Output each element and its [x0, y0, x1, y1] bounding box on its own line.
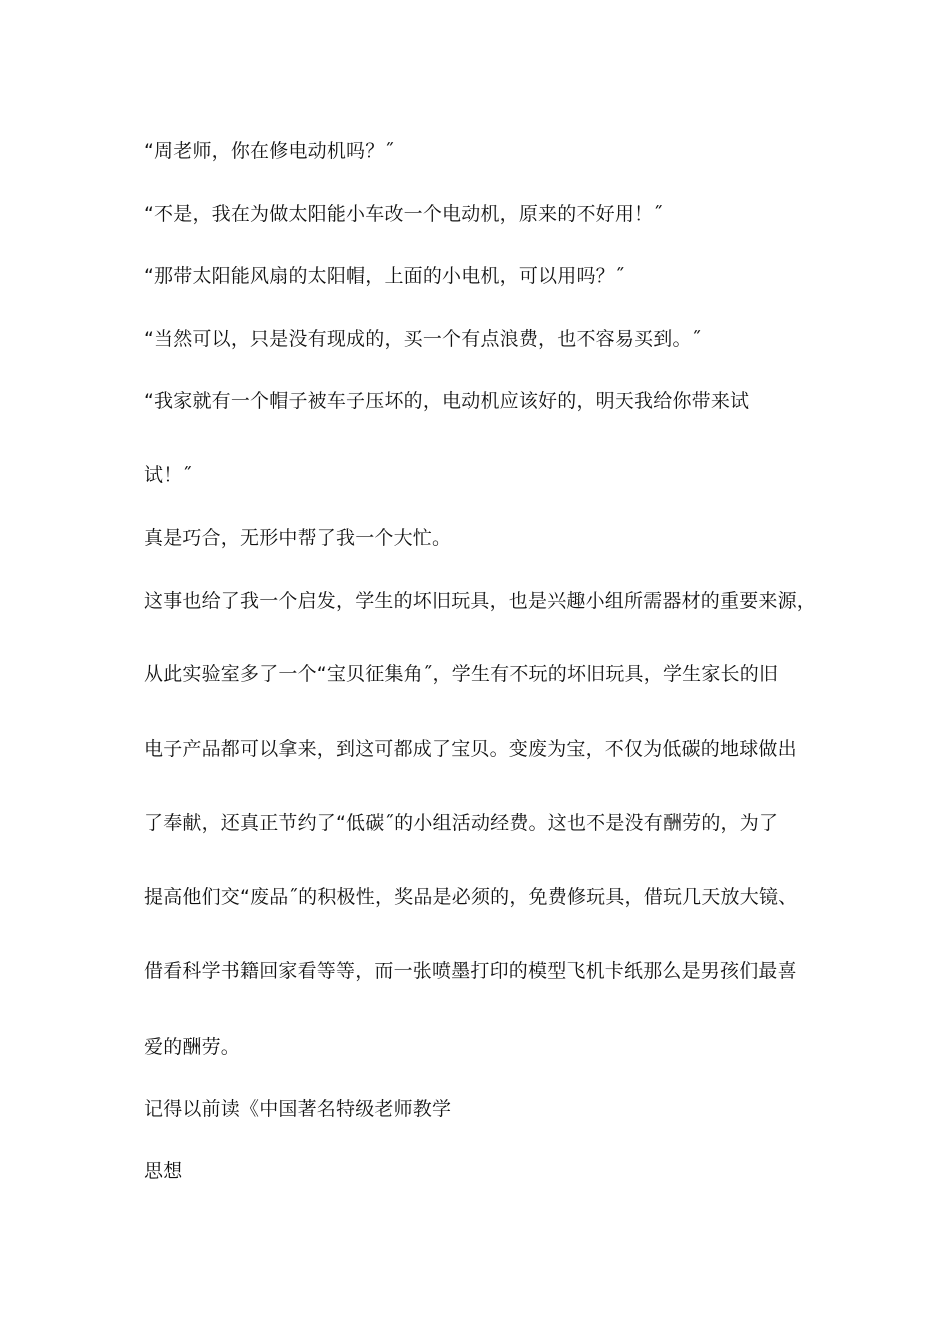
paragraph-line: 爱的酬劳。	[144, 1036, 241, 1058]
dialogue-line-5: “我家就有一个帽子被车子压坏的，电动机应该好的，明天我给你带来试	[144, 390, 750, 412]
dialogue-line-2: “不是，我在为做太阳能小车改一个电动机，原来的不好用！˝	[144, 203, 663, 225]
paragraph-line: 记得以前读《中国著名特级老师教学	[144, 1098, 452, 1120]
dialogue-line-1: “周老师，你在修电动机吗？˝	[144, 140, 395, 162]
paragraph-line: 提高他们交“废品˝的积极性，奖品是必须的，免费修玩具，借玩几天放大镜、	[144, 886, 798, 908]
paragraph-line: 从此实验室多了一个“宝贝征集角˝，学生有不玩的坏旧玩具，学生家长的旧	[144, 663, 779, 685]
paragraph-line: 这事也给了我一个启发，学生的坏旧玩具，也是兴趣小组所需器材的重要来源，	[144, 590, 817, 612]
dialogue-line-4: “当然可以，只是没有现成的，买一个有点浪费，也不容易买到。˝	[144, 328, 702, 350]
paragraph-line: 了奉献，还真正节约了“低碳˝的小组活动经费。这也不是没有酬劳的，为了	[144, 812, 779, 834]
paragraph-line: 思想	[144, 1160, 183, 1182]
dialogue-line-5-continued: 试！˝	[144, 464, 193, 486]
paragraph-line: 电子产品都可以拿来，到这可都成了宝贝。变废为宝，不仅为低碳的地球做出	[144, 738, 797, 760]
paragraph-line: 借看科学书籍回家看等等，而一张喷墨打印的模型飞机卡纸那么是男孩们最喜	[144, 960, 797, 982]
dialogue-line-3: “那带太阳能风扇的太阳帽，上面的小电机，可以用吗？˝	[144, 265, 625, 287]
paragraph-line: 真是巧合，无形中帮了我一个大忙。	[144, 527, 452, 549]
